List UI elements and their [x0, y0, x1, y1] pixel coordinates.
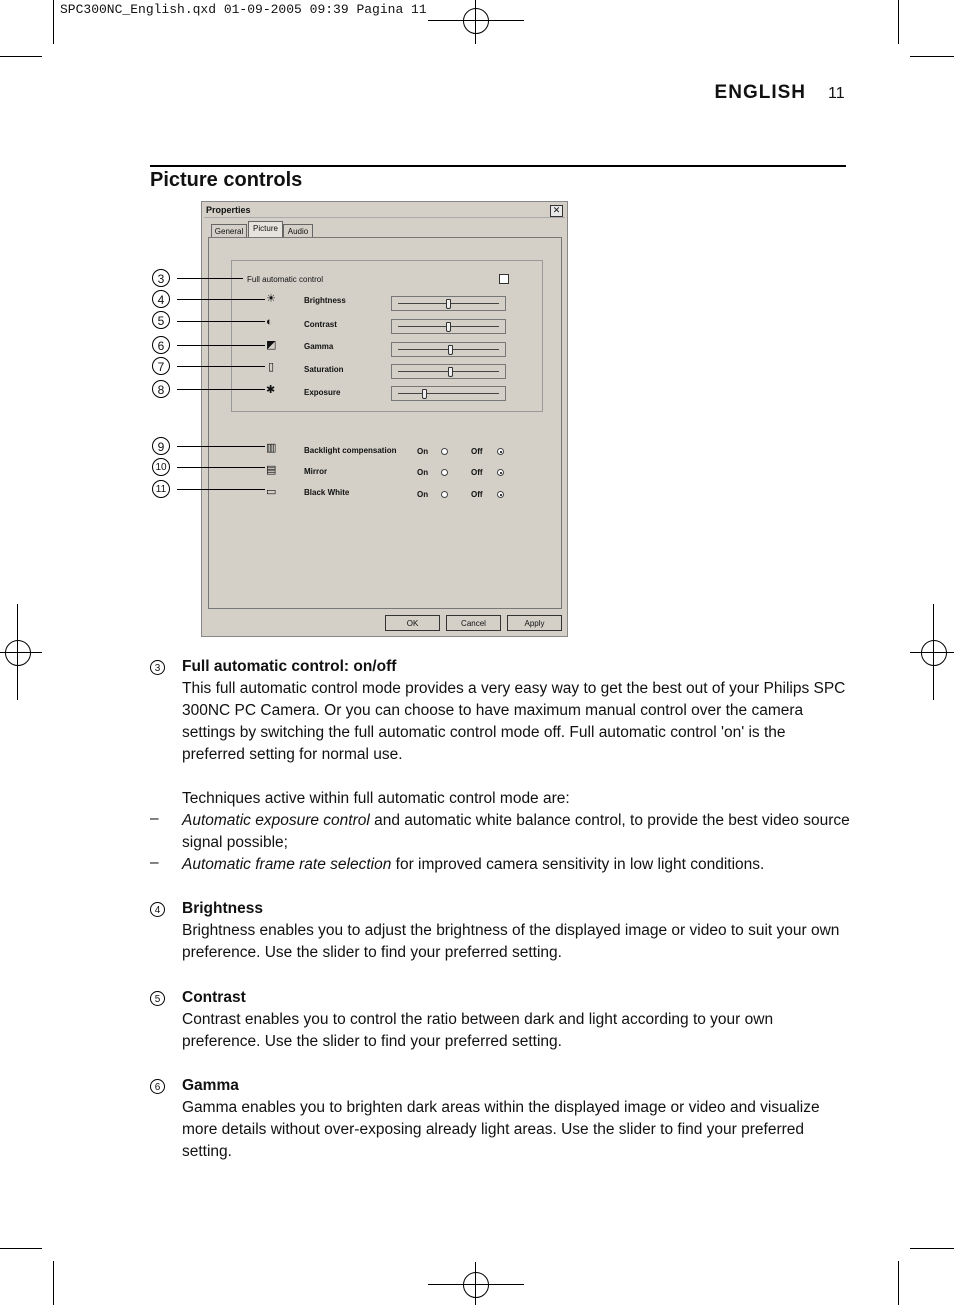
bullet-dash: – — [150, 854, 159, 871]
picture-panel — [208, 237, 562, 609]
crop-mark — [0, 56, 42, 57]
brightness-label: Brightness — [304, 296, 346, 305]
saturation-icon: ▯ — [268, 361, 275, 373]
crop-mark — [475, 1262, 476, 1305]
callout-number: 5 — [152, 311, 170, 329]
crop-mark — [910, 1248, 954, 1249]
cancel-button[interactable]: Cancel — [446, 615, 501, 631]
crop-mark — [898, 1261, 899, 1305]
gamma-icon: ◩ — [266, 339, 277, 351]
section-number: 6 — [150, 1079, 165, 1094]
bullet-text: for improved camera sensitivity in low light conditions. — [391, 856, 765, 873]
callout-line — [177, 345, 265, 346]
full-auto-techniques: Techniques active within full automatic control mode are: — [182, 790, 570, 807]
mirror-on-radio[interactable] — [441, 469, 448, 476]
crop-mark — [17, 604, 18, 700]
mirror-off-radio[interactable] — [497, 469, 504, 476]
registration-mark-icon — [463, 8, 489, 34]
bullet-italic: Automatic exposure control — [182, 812, 370, 829]
backlight-on-label: On — [417, 447, 429, 456]
black-white-off-label: Off — [471, 490, 483, 499]
callout-number: 11 — [152, 480, 170, 498]
saturation-label: Saturation — [304, 365, 344, 374]
full-auto-heading: Full automatic control: on/off — [182, 658, 397, 675]
language-label: ENGLISH — [714, 82, 806, 103]
mirror-off-label: Off — [471, 468, 483, 477]
section-rule — [150, 165, 846, 167]
crop-mark — [898, 0, 899, 44]
crop-mark — [53, 0, 54, 44]
callout-line — [177, 389, 265, 390]
callout-number: 8 — [152, 380, 170, 398]
callout-line — [177, 321, 265, 322]
slider-thumb[interactable] — [448, 345, 453, 355]
saturation-slider[interactable] — [391, 364, 506, 379]
slider-thumb[interactable] — [448, 367, 453, 377]
dialog-title: Properties — [206, 205, 251, 215]
callout-line — [177, 278, 243, 279]
contrast-slider[interactable] — [391, 319, 506, 334]
callout-number: 6 — [152, 336, 170, 354]
callout-number: 10 — [152, 458, 170, 476]
slider-thumb[interactable] — [422, 389, 427, 399]
contrast-icon: ◐ — [266, 316, 273, 328]
exposure-label: Exposure — [304, 388, 341, 397]
bullet-item — [182, 854, 852, 876]
black-white-on-label: On — [417, 490, 429, 499]
crop-mark — [53, 1261, 54, 1305]
sun-icon: ☀ — [266, 293, 276, 305]
apply-button[interactable]: Apply — [507, 615, 562, 631]
contrast-label: Contrast — [304, 320, 337, 329]
bullet-item — [182, 810, 852, 854]
black-white-off-radio[interactable] — [497, 491, 504, 498]
full-auto-label: Full automatic control — [247, 275, 324, 284]
bullet-text: and automatic white balance control, to provide the best video source signal possible; — [182, 812, 850, 851]
slider-thumb[interactable] — [446, 322, 451, 332]
gamma-label: Gamma — [304, 342, 334, 351]
full-auto-paragraph: This full automatic control mode provides a very easy way to get the best out of your Philips SPC 300NC PC Camera. Or you can choose to have maximum manual control over the camera settings by switching the full automatic control mode off. Full automatic control 'on' is the preferred setting for normal use. — [182, 680, 846, 763]
section-number: 3 — [150, 660, 165, 675]
section-number: 5 — [150, 991, 165, 1006]
gamma-heading: Gamma — [182, 1077, 239, 1094]
callout-number: 7 — [152, 357, 170, 375]
callout-number: 3 — [152, 269, 170, 287]
callout-line — [177, 489, 265, 490]
registration-mark-icon — [463, 1272, 489, 1298]
crop-mark — [0, 652, 42, 653]
callout-line — [177, 467, 265, 468]
dialog-titlebar — [204, 204, 565, 218]
callout-number: 4 — [152, 290, 170, 308]
mirror-label: Mirror — [304, 467, 328, 476]
crop-mark — [0, 1248, 42, 1249]
registration-mark-icon — [5, 640, 31, 666]
callout-number: 9 — [152, 437, 170, 455]
backlight-off-label: Off — [471, 447, 483, 456]
backlight-icon: ▥ — [266, 442, 277, 454]
exposure-slider[interactable] — [391, 386, 506, 401]
crop-mark — [910, 56, 954, 57]
brightness-paragraph: Brightness enables you to adjust the brightness of the displayed image or video to suit your own preference. Use the slider to find your preferred setting. — [182, 922, 840, 961]
black-white-label: Black White — [304, 488, 350, 497]
full-auto-checkbox[interactable] — [499, 274, 509, 284]
backlight-label: Backlight compensation — [304, 446, 397, 455]
crop-mark — [910, 652, 954, 653]
section-number: 4 — [150, 902, 165, 917]
callout-line — [177, 366, 265, 367]
backlight-off-radio[interactable] — [497, 448, 504, 455]
bullet-italic: Automatic frame rate selection — [182, 856, 392, 873]
black-white-on-radio[interactable] — [441, 491, 448, 498]
crop-mark — [933, 604, 934, 700]
mirror-on-label: On — [417, 468, 429, 477]
registration-mark-icon — [921, 640, 947, 666]
section-title: Picture controls — [150, 169, 303, 191]
crop-mark — [475, 0, 476, 44]
page-number: 11 — [828, 85, 845, 102]
contrast-heading: Contrast — [182, 989, 246, 1006]
black-white-icon: ▭ — [266, 486, 277, 498]
gamma-paragraph: Gamma enables you to brighten dark areas within the displayed image or video and visualize more details without over-exposing already light areas. Use the slider to find your preferred setting. — [182, 1099, 820, 1160]
exposure-icon: ✱ — [266, 384, 276, 396]
ok-button[interactable]: OK — [385, 615, 440, 631]
tab-picture[interactable]: Picture — [248, 221, 283, 238]
brightness-heading: Brightness — [182, 900, 263, 917]
mirror-icon: ▤ — [266, 464, 277, 476]
gamma-slider[interactable] — [391, 342, 506, 357]
bullet-dash: – — [150, 810, 159, 827]
tab-audio[interactable]: Audio — [283, 224, 313, 238]
close-icon[interactable]: ✕ — [550, 205, 563, 217]
print-header: SPC300NC_English.qxd 01-09-2005 09:39 Pagina 11 — [60, 2, 427, 17]
callout-line — [177, 299, 265, 300]
crop-mark — [428, 20, 524, 21]
brightness-slider[interactable] — [391, 296, 506, 311]
contrast-paragraph: Contrast enables you to control the ratio between dark and light according to your own preference. Use the slider to find your preferred setting. — [182, 1011, 774, 1050]
slider-thumb[interactable] — [446, 299, 451, 309]
crop-mark — [428, 1284, 524, 1285]
backlight-on-radio[interactable] — [441, 448, 448, 455]
callout-line — [177, 446, 265, 447]
properties-dialog — [201, 201, 568, 637]
tab-general[interactable]: General — [211, 224, 247, 238]
